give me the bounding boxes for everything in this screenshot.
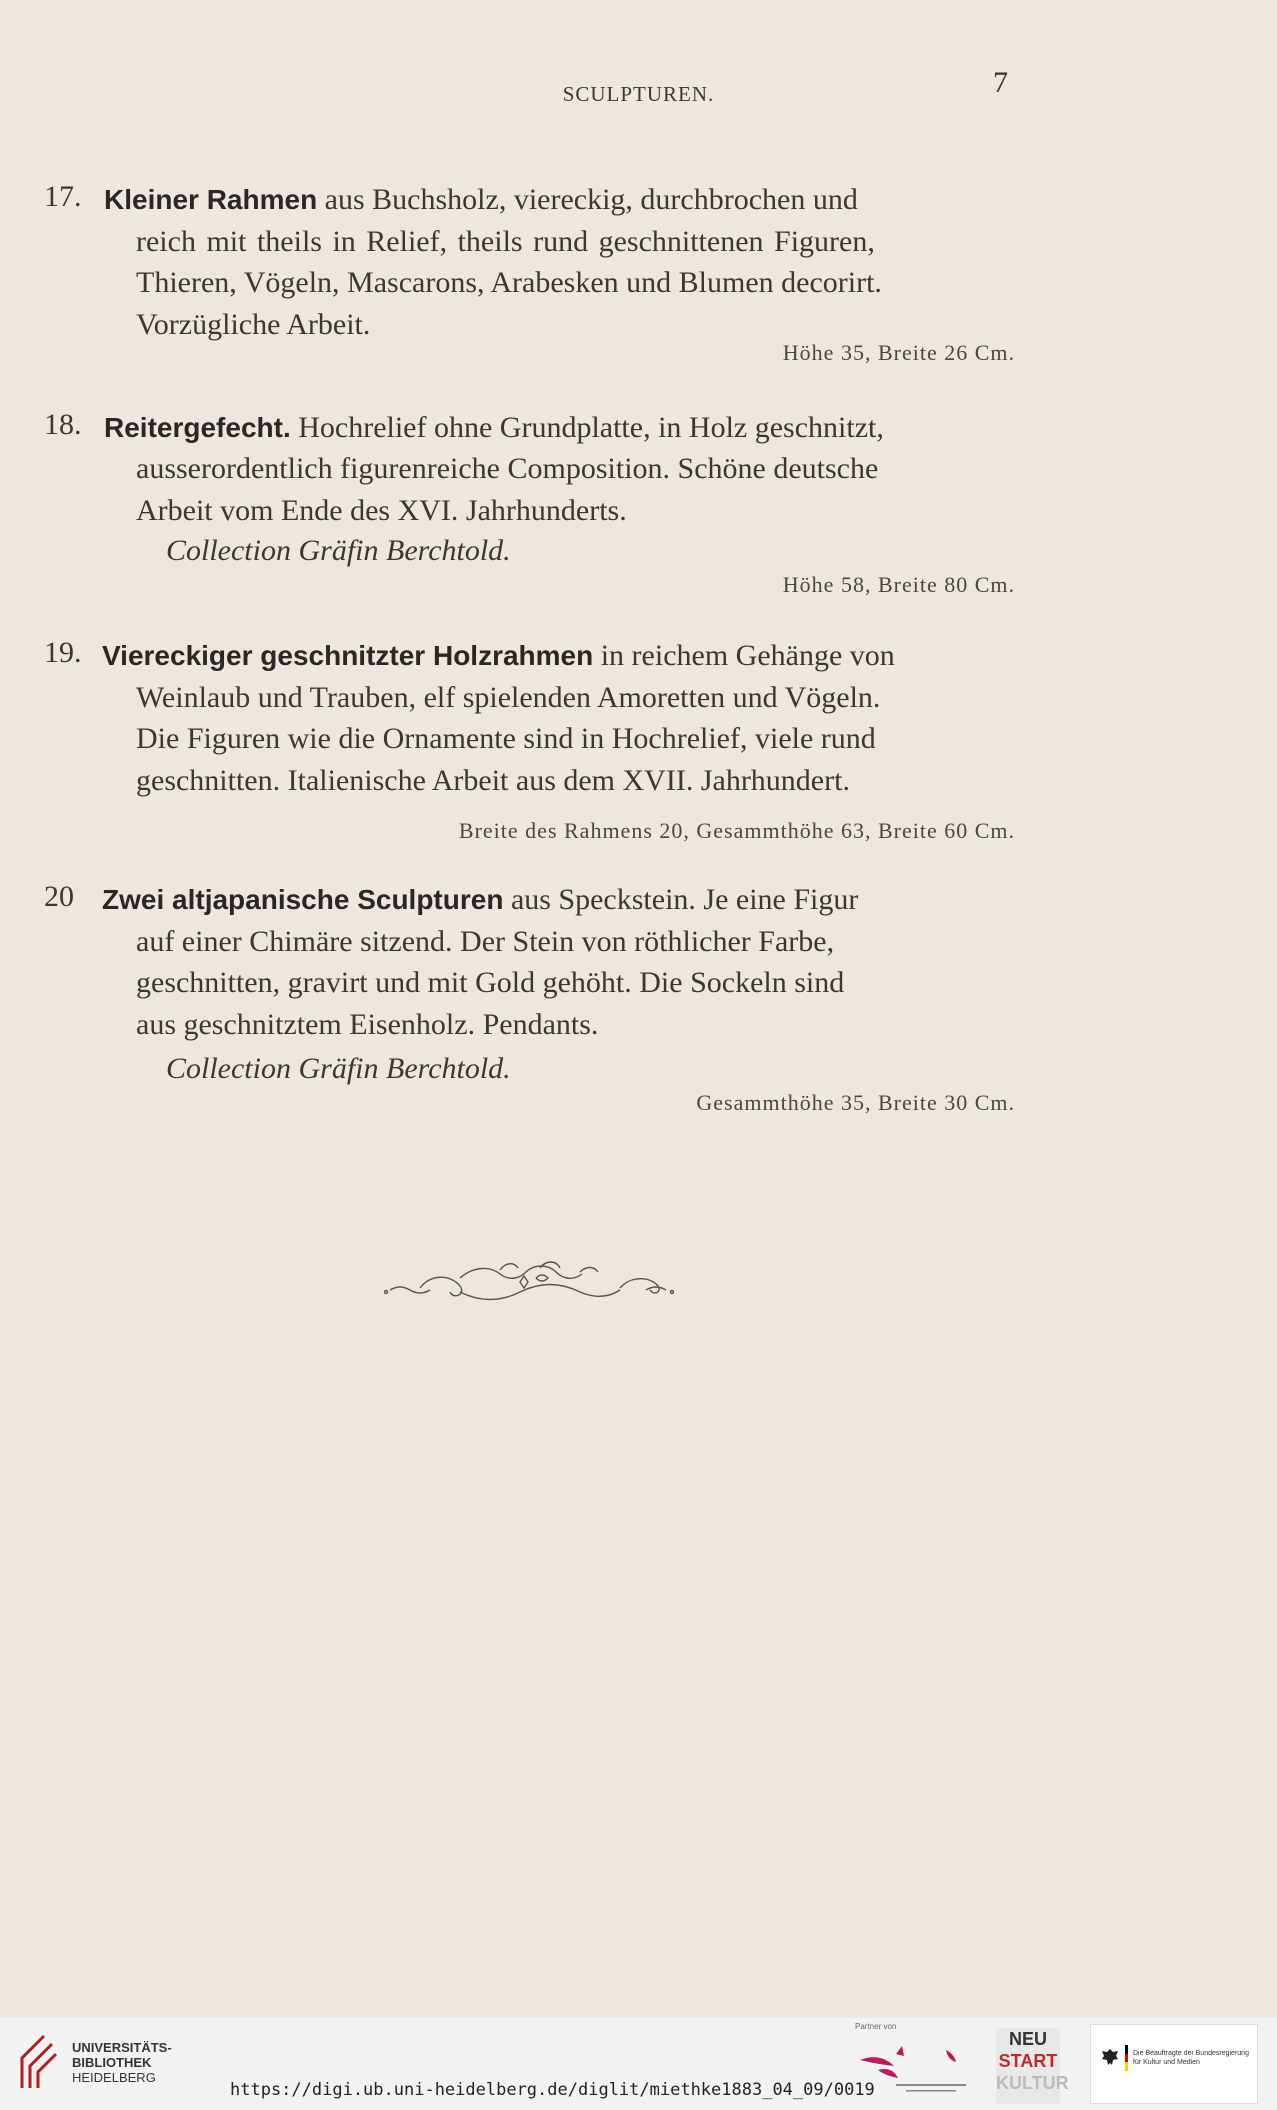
entry-line: ausserordentlich figurenreiche Composition. Schöne deutsche xyxy=(136,452,879,485)
university-library-name xyxy=(72,2040,172,2085)
university-library-logo-icon xyxy=(14,2030,58,2094)
entry-line xyxy=(102,880,858,920)
entry-line: Die Figuren wie die Ornamente sind in Hochrelief, viele rund xyxy=(136,722,876,755)
federal-eagle-icon xyxy=(1101,2047,1119,2067)
german-flag-icon xyxy=(1125,2045,1128,2071)
neustart-kultur-logo xyxy=(996,2028,1069,2104)
entry-text: aus Speckstein. Je eine Figur xyxy=(503,883,859,916)
entry-line: Vorzügliche Arbeit. xyxy=(136,308,371,341)
ornament-flourish-icon xyxy=(380,1248,680,1308)
footer-bar xyxy=(0,2018,1277,2110)
bkm-text-line: für Kultur und Medien xyxy=(1133,2059,1200,2066)
partner-label: Partner von xyxy=(855,2022,897,2031)
entry-text: aus Buchsholz, viereckig, durchbrochen und xyxy=(317,183,858,216)
entry-line: Thieren, Vögeln, Mascarons, Arabesken und Blumen decorirt. xyxy=(136,266,882,299)
bkm-logo xyxy=(1090,2024,1258,2104)
entry-title: Kleiner Rahmen xyxy=(104,184,318,215)
entry-dimensions: Gesammthöhe 35, Breite 30 Cm. xyxy=(696,1090,1015,1115)
entry-dimensions: Höhe 35, Breite 26 Cm. xyxy=(782,340,1015,365)
entry-line: geschnitten. Italienische Arbeit aus dem XVII. Jahrhundert. xyxy=(136,764,850,797)
page-number: 7 xyxy=(993,66,1008,99)
neustart-word: KULTUR xyxy=(996,2073,1069,2093)
entry-number: 17. xyxy=(44,180,82,213)
entry-text: Hochrelief ohne Grundplatte, in Holz geschnitzt, xyxy=(290,411,884,444)
library-name-line: UNIVERSITÄTS- xyxy=(72,2040,172,2055)
entry-line xyxy=(102,636,895,676)
entry-text: in reichem Gehänge von xyxy=(593,639,895,672)
entry-collection: Collection Gräfin Berchtold. xyxy=(166,1052,511,1085)
bkm-text-line: Die Beauftragte der Bundesregierung xyxy=(1133,2050,1249,2057)
entry-number: 18. xyxy=(44,408,82,441)
entry-line: Weinlaub und Trauben, elf spielenden Amoretten und Vögeln. xyxy=(136,681,881,714)
entry-line xyxy=(104,408,884,448)
neustart-word: NEU xyxy=(1008,2029,1047,2049)
entry-dimensions: Höhe 58, Breite 80 Cm. xyxy=(782,572,1015,597)
running-head: SCULPTUREN. xyxy=(562,82,715,106)
bkm-text xyxy=(1133,2049,1249,2067)
neustart-word: START xyxy=(998,2051,1058,2071)
deutsche-digitale-bibliothek-logo-icon xyxy=(856,2040,986,2100)
library-name-line: HEIDELBERG xyxy=(72,2070,156,2085)
entry-line: reich mit theils in Relief, theils rund geschnittenen Figuren, xyxy=(136,225,875,258)
entry-line: auf einer Chimäre sitzend. Der Stein von röthlicher Farbe, xyxy=(136,925,835,958)
entry-title: Zwei altjapanische Sculpturen xyxy=(102,884,504,915)
entry-line: aus geschnitztem Eisenholz. Pendants. xyxy=(136,1008,599,1041)
permalink-url[interactable]: https://digi.ub.uni-heidelberg.de/diglit/miethke1883_04_09/0019 xyxy=(230,2080,875,2100)
entry-line xyxy=(104,180,858,220)
entry-number: 19. xyxy=(44,636,82,669)
entry-line: geschnitten, gravirt und mit Gold gehöht. Die Sockeln sind xyxy=(136,966,845,999)
entry-number: 20 xyxy=(44,880,74,913)
entry-title: Viereckiger geschnitzter Holzrahmen xyxy=(102,640,594,671)
entry-title: Reitergefecht. xyxy=(104,412,291,443)
entry-line: Arbeit vom Ende des XVI. Jahrhunderts. xyxy=(136,494,627,527)
entry-collection: Collection Gräfin Berchtold. xyxy=(166,534,511,567)
entry-dimensions: Breite des Rahmens 20, Gesammthöhe 63, Breite 60 Cm. xyxy=(458,818,1015,843)
library-name-line: BIBLIOTHEK xyxy=(72,2055,152,2070)
